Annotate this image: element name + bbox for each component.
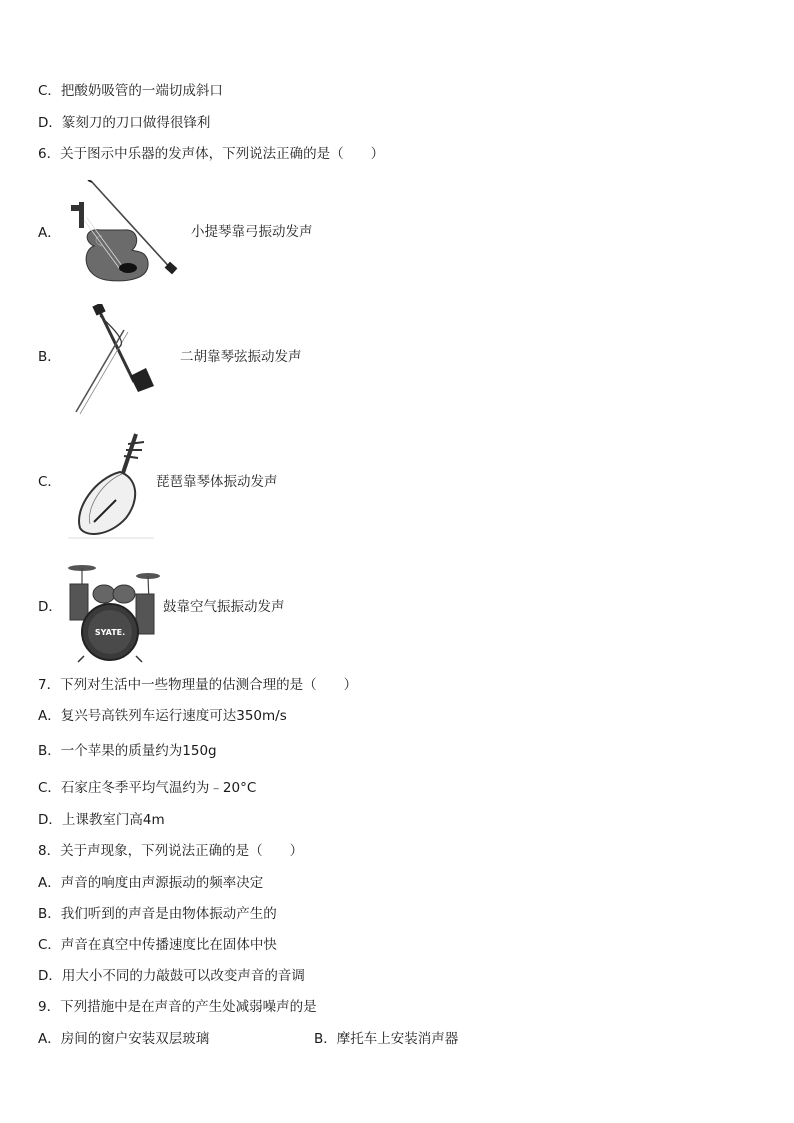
q6-option-b-letter: B．	[38, 349, 61, 365]
q6-option-d-text: 鼓靠空气振振动发声	[163, 599, 285, 615]
q7-option-a: A．复兴号高铁列车运行速度可达350m/s	[38, 708, 287, 724]
violin-image	[62, 180, 182, 288]
q8-stem: 8．关于声现象，下列说法正确的是（ ）	[38, 843, 304, 859]
q7-option-b: B．一个苹果的质量约为150g	[38, 743, 217, 759]
q6-option-c-letter: C．	[38, 474, 61, 490]
q8-option-a: A．声音的响度由声源振动的频率决定	[38, 875, 264, 891]
q9-option-a: A．房间的窗户安装双层玻璃	[38, 1031, 210, 1047]
q6-stem: 6．关于图示中乐器的发声体，下列说法正确的是（ ）	[38, 146, 385, 162]
q6-option-a-text: 小提琴靠弓振动发声	[191, 224, 313, 240]
q7-stem: 7．下列对生活中一些物理量的估测合理的是（ ）	[38, 677, 358, 693]
erhu-image	[70, 304, 180, 416]
q6-option-b-text: 二胡靠琴弦振动发声	[180, 349, 302, 365]
q7-option-c: C．石家庄冬季平均气温约为﹣20°C	[38, 780, 257, 796]
q9-option-b: B．摩托车上安装消声器	[314, 1031, 459, 1047]
q8-option-d: D．用大小不同的力敲鼓可以改变声音的音调	[38, 968, 305, 984]
q5-option-d: D．篆刻刀的刀口做得很锋利	[38, 115, 211, 131]
q6-option-a-letter: A．	[38, 225, 61, 241]
q6-option-d-letter: D．	[38, 599, 62, 615]
q5-option-c: C．把酸奶吸管的一端切成斜口	[38, 83, 223, 99]
q8-option-c: C．声音在真空中传播速度比在固体中快	[38, 937, 277, 953]
drum-logo: SYATE.	[94, 628, 126, 637]
drum-kit-image	[64, 560, 162, 664]
q8-option-b: B．我们听到的声音是由物体振动产生的	[38, 906, 277, 922]
q6-option-c-text: 琵琶靠琴体振动发声	[156, 474, 278, 490]
q9-stem: 9．下列措施中是在声音的产生处减弱噪声的是	[38, 999, 317, 1015]
q7-option-d: D．上课教室门高4m	[38, 812, 165, 828]
pipa-image	[66, 430, 156, 540]
